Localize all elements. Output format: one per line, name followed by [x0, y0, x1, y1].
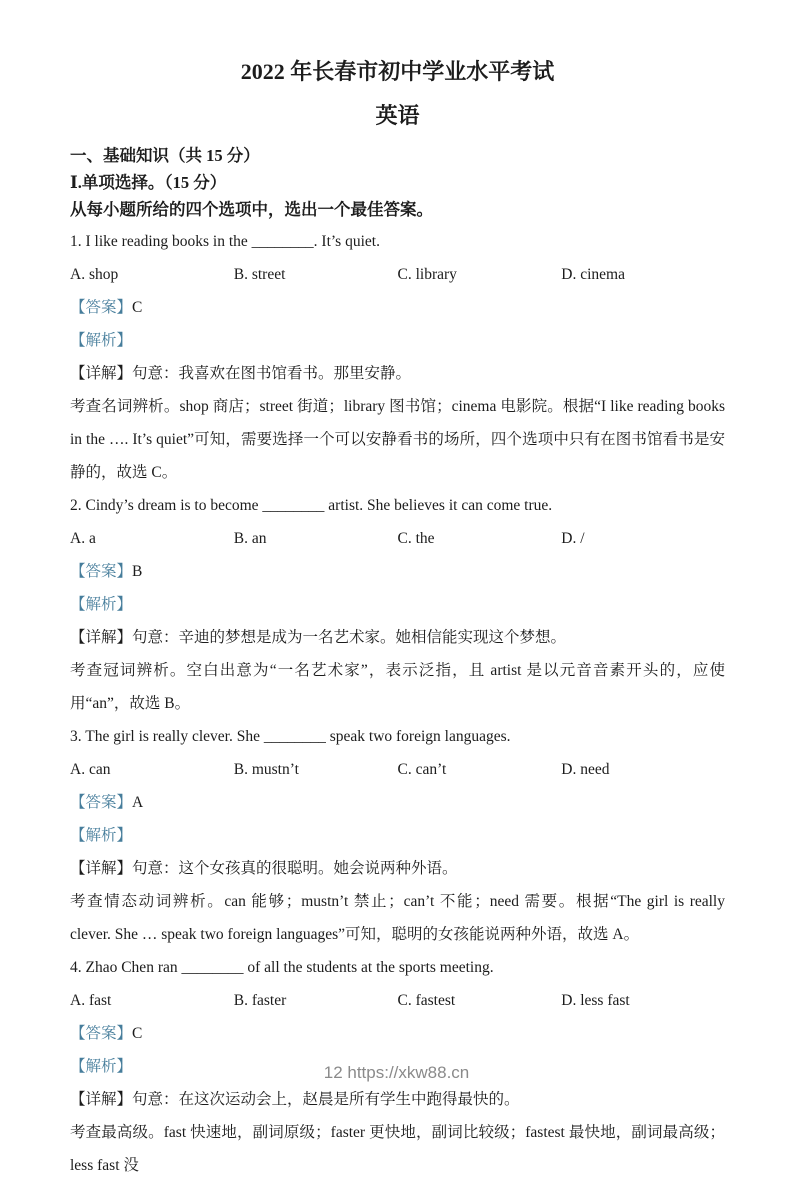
question-stem: 4. Zhao Chen ran ________ of all the students at the sports meeting. — [70, 959, 494, 976]
page-subject: 英语 — [375, 103, 420, 128]
option-c: C. library — [397, 266, 457, 283]
instruction-text: 从每小题所给的四个选项中，选出一个最佳答案。 — [70, 200, 433, 219]
analysis-label: 【解析】 — [70, 1058, 133, 1075]
detail-text: 句意：这个女孩真的很聪明。她会说两种外语。 — [132, 860, 458, 877]
options-row — [70, 258, 725, 291]
answer-label: 【答案】 — [70, 1025, 133, 1042]
explanation-text: 考查情态动词辨析。can 能够；mustn’t 禁止；can’t 不能；need 需要。根据“The girl is really clever. She … speak two foreign languages”可知，聪明的女孩能说两种外语，故选 A。 — [70, 893, 725, 943]
detail-line — [70, 621, 725, 654]
analysis-line — [70, 324, 725, 357]
analysis-label: 【解析】 — [70, 827, 133, 844]
analysis-label: 【解析】 — [70, 332, 133, 349]
options-row — [70, 753, 725, 786]
answer-label: 【答案】 — [70, 794, 133, 811]
option-a: A. fast — [70, 992, 112, 1009]
explanation-text: 考查最高级。fast 快速地，副词原级；faster 更快地，副词比较级；fastest 最快地，副词最高级；less fast 没 — [70, 1124, 725, 1174]
answer-label: 【答案】 — [70, 299, 133, 316]
section-heading: 一、基础知识（共 15 分） — [70, 146, 260, 165]
answer-value: C — [132, 299, 143, 316]
answer-line — [70, 786, 725, 819]
question-stem: 3. The girl is really clever. She ________ speak two foreign languages. — [70, 728, 511, 745]
option-a: A. can — [70, 761, 111, 778]
option-d: D. / — [561, 530, 585, 547]
analysis-label: 【解析】 — [70, 596, 133, 613]
option-c: C. the — [397, 530, 435, 547]
question-stem: 1. I like reading books in the ________. It’s quiet. — [70, 233, 380, 250]
detail-line — [70, 852, 725, 885]
explanation-text: 考查名词辨析。shop 商店；street 街道；library 图书馆；cinema 电影院。根据“I like reading books in the …. It’s quiet”可知，需要选择一个可以安静看书的场所，四个选项中只有在图书馆看书是安静的，故选 C。 — [70, 398, 725, 481]
option-b: B. mustn’t — [233, 761, 299, 778]
question-stem: 2. Cindy’s dream is to become ________ artist. She believes it can come true. — [70, 497, 553, 514]
detail-label: 【详解】 — [70, 860, 133, 877]
answer-line — [70, 555, 725, 588]
page-footer: 12 https://xkw88.cn — [323, 1063, 470, 1082]
detail-line — [70, 357, 725, 390]
answer-label: 【答案】 — [70, 563, 133, 580]
detail-text: 句意：在这次运动会上，赵晨是所有学生中跑得最快的。 — [132, 1091, 520, 1108]
option-c: C. fastest — [397, 992, 456, 1009]
detail-label: 【详解】 — [70, 1091, 133, 1108]
answer-value: B — [132, 563, 143, 580]
option-d: D. need — [561, 761, 610, 778]
answer-line — [70, 291, 725, 324]
analysis-line — [70, 819, 725, 852]
answer-line — [70, 1017, 725, 1050]
option-a: A. shop — [70, 266, 119, 283]
question-block — [70, 489, 725, 720]
option-d: D. less fast — [561, 992, 630, 1009]
part-heading: Ⅰ.单项选择。（15 分） — [70, 173, 227, 192]
detail-line — [70, 1083, 725, 1116]
option-b: B. faster — [233, 992, 287, 1009]
analysis-line — [70, 588, 725, 621]
answer-value: A — [132, 794, 144, 811]
option-b: B. street — [233, 266, 286, 283]
explanation-text: 考查冠词辨析。空白出意为“一名艺术家”，表示泛指，且 artist 是以元音音素开头的，应使用“an”，故选 B。 — [70, 662, 725, 712]
option-b: B. an — [233, 530, 267, 547]
option-d: D. cinema — [561, 266, 625, 283]
page-title: 2022 年长春市初中学业水平考试 — [240, 59, 555, 84]
detail-text: 句意：我喜欢在图书馆看书。那里安静。 — [132, 365, 412, 382]
question-block — [70, 951, 725, 1174]
detail-text: 句意：辛迪的梦想是成为一名艺术家。她相信能实现这个梦想。 — [132, 629, 567, 646]
option-a: A. a — [70, 530, 96, 547]
detail-label: 【详解】 — [70, 629, 133, 646]
questions-container — [70, 225, 725, 1174]
question-block — [70, 720, 725, 951]
answer-value: C — [132, 1025, 143, 1042]
options-row — [70, 984, 725, 1017]
options-row — [70, 522, 725, 555]
question-block — [70, 225, 725, 489]
detail-label: 【详解】 — [70, 365, 133, 382]
option-c: C. can’t — [397, 761, 447, 778]
